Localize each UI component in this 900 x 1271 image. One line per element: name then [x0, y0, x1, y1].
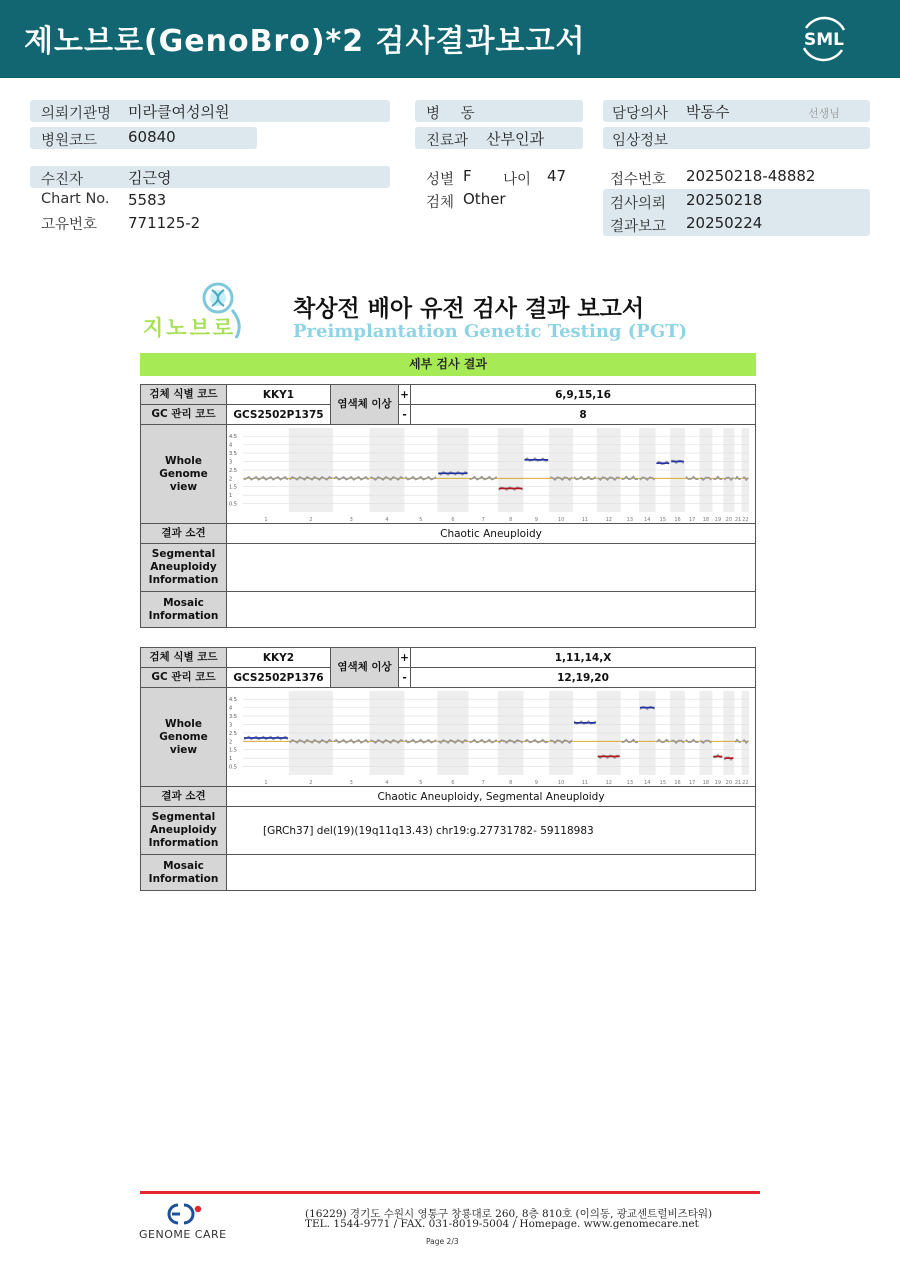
header-bar	[0, 0, 900, 78]
chart-no-label: Chart No.	[41, 191, 110, 207]
clinical-label: 임상정보	[612, 133, 669, 149]
y-tick-label: 2	[229, 475, 233, 482]
whole-genome-plot	[227, 426, 755, 523]
ward-label: 병 동	[426, 106, 483, 122]
genobro-logo	[140, 280, 255, 344]
x-tick-label: 15	[659, 779, 667, 786]
finding-value: Chaotic Aneuploidy, Segmental Aneuploidy	[227, 787, 756, 807]
x-tick-label: 21	[734, 779, 742, 786]
x-tick-label: 18	[702, 516, 710, 523]
mosaic-value	[227, 855, 756, 891]
x-tick-label: 6	[451, 779, 455, 786]
finding-value: Chaotic Aneuploidy	[227, 524, 756, 544]
x-tick-label: 4	[385, 516, 389, 523]
x-tick-label: 22	[742, 516, 749, 523]
y-tick-label: 2.5	[229, 730, 237, 737]
y-tick-label: 4.5	[229, 696, 237, 703]
chart-no-value: 5583	[128, 191, 167, 209]
sex-value: F	[463, 167, 472, 185]
finding-label: 결과 소견	[141, 787, 227, 807]
x-tick-label: 2	[309, 516, 313, 523]
institution-label: 의뢰기관명	[41, 106, 112, 122]
x-tick-label: 22	[742, 779, 749, 786]
x-tick-label: 21	[734, 516, 742, 523]
x-tick-label: 6	[451, 516, 455, 523]
page-number: Page 2/3	[426, 1237, 459, 1246]
x-tick-label: 17	[688, 516, 696, 523]
institution-value: 미라클여성의원	[128, 103, 230, 121]
specimen-label: 검체	[426, 195, 455, 211]
department-label: 진료과	[426, 133, 469, 149]
gain-chromosomes: 6,9,15,16	[411, 385, 756, 405]
x-tick-label: 11	[581, 516, 589, 523]
y-tick-label: 3	[229, 458, 233, 465]
department-value: 산부인과	[486, 130, 544, 148]
whole-genome-plot-cell	[227, 688, 756, 787]
sml-logo	[798, 14, 850, 64]
segmental-value: [GRCh37] del(19)(19q11q13.43) chr19:g.27731782- 59118983	[227, 807, 756, 855]
loss-sign: -	[399, 405, 411, 425]
y-tick-label: 1	[229, 492, 233, 499]
sample-table-1	[140, 384, 756, 628]
footer-divider	[140, 1191, 760, 1194]
x-tick-label: 7	[481, 779, 485, 786]
x-tick-label: 16	[674, 516, 681, 523]
finding-label: 결과 소견	[141, 524, 227, 544]
y-tick-label: 2.5	[229, 467, 237, 474]
x-tick-label: 14	[644, 516, 651, 523]
x-tick-label: 15	[659, 516, 667, 523]
gain-chromosomes: 1,11,14,X	[411, 648, 756, 668]
report-date-label: 결과보고	[610, 219, 667, 235]
hospital-code-label: 병원코드	[41, 133, 98, 149]
y-tick-label: 3.5	[229, 713, 237, 720]
x-tick-label: 14	[644, 779, 651, 786]
x-tick-label: 11	[581, 779, 589, 786]
sample-table-2	[140, 647, 756, 891]
y-tick-label: 3.5	[229, 450, 237, 457]
abnormal-label: 염색체 이상	[331, 385, 399, 425]
sml-logo-text: SML	[804, 30, 844, 50]
sex-label: 성별	[426, 172, 455, 188]
x-tick-label: 10	[557, 516, 565, 523]
gain-sign: +	[399, 648, 411, 668]
x-tick-label: 20	[725, 779, 733, 786]
x-tick-label: 5	[419, 779, 423, 786]
genome-care-name: GENOME CARE	[139, 1228, 227, 1241]
whole-genome-label: Whole Genome view	[141, 425, 227, 524]
loss-sign: -	[399, 668, 411, 688]
receipt-no-value: 20250218-48882	[686, 167, 816, 185]
x-tick-label: 13	[626, 779, 634, 786]
x-tick-label: 10	[557, 779, 565, 786]
section-title: 세부 검사 결과	[140, 353, 756, 376]
x-tick-label: 17	[688, 779, 696, 786]
unique-id-label: 고유번호	[41, 217, 98, 233]
gc-code-value: GCS2502P1375	[227, 405, 331, 425]
chromosome-points	[525, 739, 549, 742]
age-label: 나이	[503, 172, 532, 188]
sample-code-label: 검체 식별 코드	[141, 648, 227, 668]
examinee-value: 김근영	[128, 169, 172, 187]
request-date-value: 20250218	[686, 191, 763, 209]
x-tick-label: 1	[264, 779, 268, 786]
examinee-row-bg	[30, 166, 390, 188]
examinee-label: 수진자	[41, 172, 84, 188]
abnormal-label: 염색체 이상	[331, 648, 399, 688]
report-date-value: 20250224	[686, 214, 763, 232]
y-tick-label: 4	[229, 442, 233, 449]
gain-sign: +	[399, 385, 411, 405]
segmental-value	[227, 544, 756, 592]
x-tick-label: 7	[481, 516, 485, 523]
mosaic-label: Mosaic Information	[141, 592, 227, 628]
x-tick-label: 12	[605, 779, 612, 786]
sample-code-value: KKY2	[227, 648, 331, 668]
request-date-label: 검사의뢰	[610, 196, 667, 212]
y-tick-label: 4	[229, 705, 233, 712]
genobro-logo-text: 지노브로	[143, 316, 237, 340]
x-tick-label: 20	[725, 516, 733, 523]
gc-code-value: GCS2502P1376	[227, 668, 331, 688]
x-tick-label: 2	[309, 779, 313, 786]
y-tick-label: 0.5	[229, 501, 237, 508]
x-tick-label: 19	[714, 516, 722, 523]
y-tick-label: 4.5	[229, 433, 237, 440]
whole-genome-plot-cell	[227, 425, 756, 524]
receipt-no-label: 접수번호	[610, 172, 667, 188]
x-tick-label: 19	[714, 779, 722, 786]
y-tick-label: 1.5	[229, 747, 237, 754]
doctor-label: 담당의사	[612, 106, 669, 122]
mosaic-value	[227, 592, 756, 628]
x-tick-label: 16	[674, 779, 681, 786]
unique-id-value: 771125-2	[128, 214, 201, 232]
pgt-title-korean: 착상전 배아 유전 검사 결과 보고서	[293, 296, 645, 322]
gc-code-label: GC 관리 코드	[141, 405, 227, 425]
x-tick-label: 9	[534, 779, 538, 786]
sample-code-label: 검체 식별 코드	[141, 385, 227, 405]
doctor-value: 박동수	[686, 103, 730, 121]
x-tick-label: 12	[605, 516, 612, 523]
x-tick-label: 4	[385, 779, 389, 786]
y-tick-label: 1	[229, 755, 233, 762]
y-tick-label: 1.5	[229, 484, 237, 491]
pgt-title-english: Preimplantation Genetic Testing (PGT)	[293, 321, 688, 342]
x-tick-label: 1	[264, 516, 268, 523]
x-tick-label: 8	[509, 516, 513, 523]
age-value: 47	[547, 167, 567, 185]
x-tick-label: 9	[534, 516, 538, 523]
x-tick-label: 5	[419, 516, 423, 523]
x-tick-label: 13	[626, 516, 634, 523]
loss-chromosomes: 12,19,20	[411, 668, 756, 688]
genome-care-logo	[158, 1200, 206, 1228]
y-tick-label: 3	[229, 721, 233, 728]
x-tick-label: 3	[349, 779, 353, 786]
specimen-value: Other	[463, 190, 506, 208]
gc-code-label: GC 관리 코드	[141, 668, 227, 688]
x-tick-label: 8	[509, 779, 513, 786]
hospital-code-value: 60840	[128, 128, 176, 146]
y-tick-label: 2	[229, 738, 233, 745]
x-tick-label: 18	[702, 779, 710, 786]
segmental-label: Segmental Aneuploidy Information	[141, 807, 227, 855]
sample-code-value: KKY1	[227, 385, 331, 405]
x-tick-label: 3	[349, 516, 353, 523]
footer-address: (16229) 경기도 수원시 영통구 창룡대로 260, 8층 810호 (이의동, 광교센트럴비즈타워)	[305, 1208, 713, 1220]
footer-contact: TEL. 1544-9771 / FAX. 031-8019-5004 / Homepage. www.genomecare.net	[305, 1218, 699, 1230]
y-tick-label: 0.5	[229, 764, 237, 771]
segmental-label: Segmental Aneuploidy Information	[141, 544, 227, 592]
loss-chromosomes: 8	[411, 405, 756, 425]
report-title: 제노브로(GenoBro)*2 검사결과보고서	[24, 24, 586, 59]
mosaic-label: Mosaic Information	[141, 855, 227, 891]
doctor-suffix: 선생님	[808, 107, 840, 120]
whole-genome-plot	[227, 689, 755, 786]
whole-genome-label: Whole Genome view	[141, 688, 227, 787]
